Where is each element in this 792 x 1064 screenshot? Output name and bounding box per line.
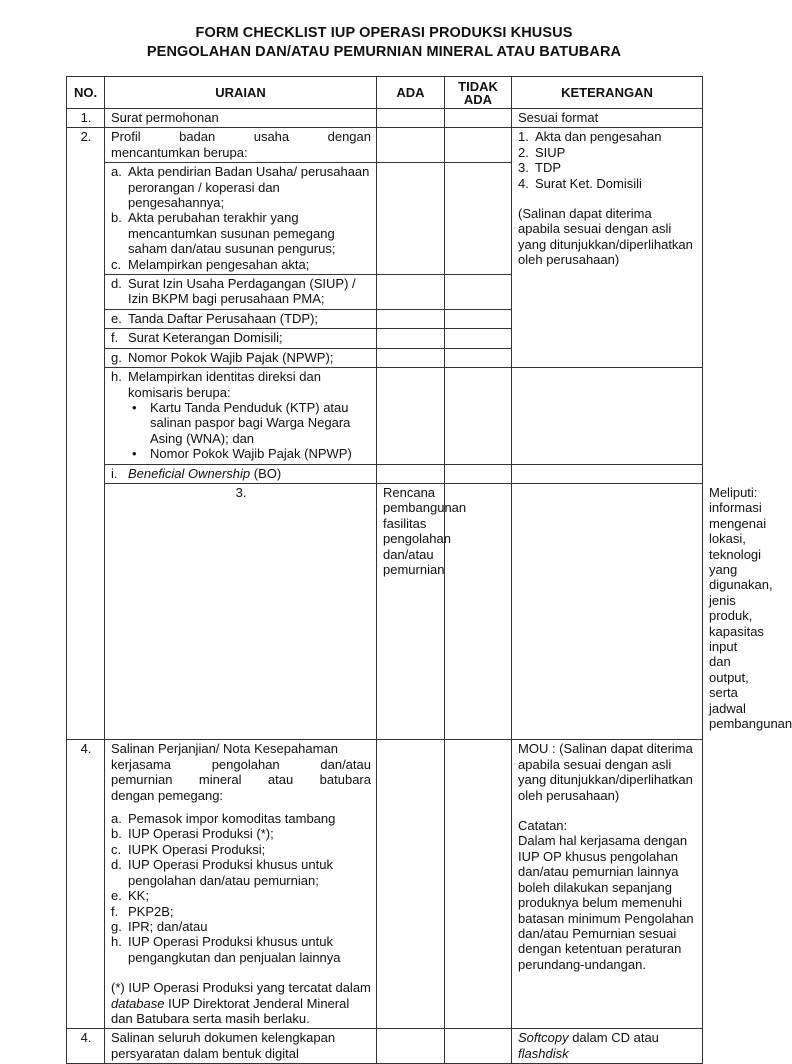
list-item: a. Akta pendirian Badan Usaha/ perusahaan perorangan / koperasi dan pengesahannya; <box>111 164 370 211</box>
table-row: 3. Rencana pembangunan fasilitas pengolahan dan/atau pemurnian Meliputi: informasi mengenai lokasi, teknologi yang digunakan, jenis produk, kapasitas input dan output, serta jadwal pembangunan <box>67 483 703 740</box>
tidak-ada-checkbox-cell[interactable] <box>445 740 512 1029</box>
list-item: g. IPR; dan/atau <box>111 918 208 934</box>
row-uraian <box>105 368 377 464</box>
row-uraian-line: Profil badan usaha dengan <box>111 129 371 145</box>
row-uraian <box>105 128 377 163</box>
row-uraian <box>105 348 377 367</box>
bullet-item: • Nomor Pokok Wajib Pajak (NPWP) <box>111 446 371 461</box>
col-header-tidak-ada <box>445 77 512 109</box>
tidak-ada-checkbox-cell[interactable] <box>445 128 512 163</box>
tidak-ada-checkbox-cell[interactable] <box>445 275 512 310</box>
list-item: c. IUPK Operasi Produksi; <box>111 841 266 857</box>
row-uraian: Rencana pembangunan fasilitas pengolahan dan/atau pemurnian <box>377 483 445 740</box>
table-row <box>67 740 703 1029</box>
list-item: 2. SIUP <box>518 144 566 160</box>
row-number: 4. <box>67 740 105 1029</box>
row-uraian: Surat permohonan <box>105 109 377 128</box>
col-header-keterangan: KETERANGAN <box>512 77 703 109</box>
list-item: e. KK; <box>111 888 149 904</box>
keterangan-note: (Salinan dapat diterima apabila sesuai dengan asli yang ditunjukkan/diperlihatkan oleh perusahaan) <box>518 206 693 268</box>
list-item: g. Nomor Pokok Wajib Pajak (NPWP); <box>111 349 334 365</box>
list-item: h. IUP Operasi Produksi khusus untuk pengangkutan dan penjualan lainnya <box>111 934 341 965</box>
list-item: 3. TDP <box>518 160 561 176</box>
row-keterangan <box>512 464 703 483</box>
row-keterangan: Sesuai format <box>512 109 703 128</box>
table-row <box>67 128 703 163</box>
col-header-ada: ADA <box>377 77 445 109</box>
keterangan-catatan-label: Catatan: <box>518 818 568 834</box>
ada-checkbox-cell[interactable] <box>377 163 445 275</box>
table-row <box>67 1029 703 1064</box>
list-item: c. Melampirkan pengesahan akta; <box>111 256 310 272</box>
ada-checkbox-cell[interactable] <box>377 348 445 367</box>
list-item: b. Akta perubahan terakhir yang mencantumkan susunan pemegang saham dan/atau susunan pengurus; <box>111 210 336 257</box>
tidak-ada-checkbox-cell[interactable] <box>445 163 512 275</box>
form-title-line1: FORM CHECKLIST IUP OPERASI PRODUKSI KHUSUS <box>195 25 573 41</box>
tidak-ada-checkbox-cell[interactable] <box>512 483 703 740</box>
list-item: d. Surat Izin Usaha Perdagangan (SIUP) / Izin BKPM bagi perusahaan PMA; <box>111 276 356 307</box>
list-item: e. Tanda Daftar Perusahaan (TDP); <box>111 310 319 326</box>
row-keterangan <box>512 368 703 464</box>
row-keterangan: Softcopy dalam CD atau flashdisk <box>512 1029 703 1064</box>
tidak-ada-checkbox-cell[interactable] <box>445 368 512 464</box>
list-item: i. Beneficial Ownership (BO) <box>111 465 282 481</box>
col-header-uraian: URAIAN <box>105 77 377 109</box>
list-item: a. Pemasok impor komoditas tambang <box>111 811 336 827</box>
bullet-icon: • <box>132 446 137 462</box>
row-uraian <box>105 740 377 1029</box>
list-item: f. Surat Keterangan Domisili; <box>111 330 283 346</box>
list-item: f. PKP2B; <box>111 903 174 919</box>
ada-checkbox-cell[interactable] <box>377 128 445 163</box>
row-keterangan <box>512 128 703 368</box>
ada-checkbox-cell[interactable] <box>377 368 445 464</box>
row-number: 3. <box>105 483 377 740</box>
row-uraian <box>105 464 377 483</box>
tidak-ada-checkbox-cell[interactable] <box>445 329 512 348</box>
ada-checkbox-cell[interactable] <box>377 1029 445 1064</box>
row-number: 1. <box>67 109 105 128</box>
list-item: 1. Akta dan pengesahan <box>518 129 662 145</box>
row-uraian-line: Salinan Perjanjian/ Nota Kesepahaman <box>111 741 338 757</box>
table-row <box>67 464 703 483</box>
row-uraian <box>105 309 377 328</box>
table-row <box>67 368 703 464</box>
row-uraian-line: pemurnian mineral atau batubara <box>111 772 371 788</box>
ada-checkbox-cell[interactable] <box>377 464 445 483</box>
keterangan-mou: MOU : (Salinan dapat diterima apabila sesuai dengan asli yang ditunjukkan/diperlihatkan oleh perusahaan) <box>518 741 693 803</box>
ada-checkbox-cell[interactable] <box>377 309 445 328</box>
row-uraian <box>105 329 377 348</box>
row-number: 4. <box>67 1029 105 1064</box>
tidak-ada-checkbox-cell[interactable] <box>445 348 512 367</box>
form-title-line2: PENGOLAHAN DAN/ATAU PEMURNIAN MINERAL ATAU BATUBARA <box>146 44 622 60</box>
ada-checkbox-cell[interactable] <box>377 740 445 1029</box>
row-number: 2. <box>67 128 105 740</box>
row-uraian <box>105 163 377 275</box>
table-row <box>67 109 703 128</box>
tidak-ada-checkbox-cell[interactable] <box>445 464 512 483</box>
row-keterangan <box>512 740 703 1029</box>
row-uraian-line: kerjasama pengolahan dan/atau <box>111 756 371 772</box>
row-uraian-line: dengan pemegang: <box>111 787 224 803</box>
ada-checkbox-cell[interactable] <box>377 275 445 310</box>
tidak-ada-checkbox-cell[interactable] <box>445 309 512 328</box>
tidak-ada-checkbox-cell[interactable] <box>445 1029 512 1064</box>
ada-checkbox-cell[interactable] <box>377 109 445 128</box>
bullet-item: • Kartu Tanda Penduduk (KTP) atau salinan paspor bagi Warga Negara Asing (WNA); dan <box>111 400 371 446</box>
table-header-row <box>67 77 703 109</box>
col-header-tidak-line1: TIDAK <box>458 78 498 94</box>
ada-checkbox-cell[interactable] <box>377 329 445 348</box>
row-uraian-line: mencantumkan berupa: <box>111 144 248 160</box>
col-header-no: NO. <box>67 77 105 109</box>
footnote: (*) IUP Operasi Produksi yang tercatat dalam database IUP Direktorat Jenderal Mineral dan Batubara serta masih berlaku. <box>111 980 371 1026</box>
keterangan-catatan: Dalam hal kerjasama dengan IUP OP khusus pengolahan dan/atau pemurnian lainnya boleh dilakukan sepanjang produknya belum memenuhi batasan minimum Pengolahan dan/atau Pemurnian sesuai dengan ketentuan peraturan perundang-undangan. <box>518 833 694 972</box>
list-item: d. IUP Operasi Produksi khusus untuk pengolahan dan/atau pemurnian; <box>111 857 333 888</box>
ada-checkbox-cell[interactable] <box>445 483 512 740</box>
list-item: b. IUP Operasi Produksi (*); <box>111 826 274 842</box>
list-item: 4. Surat Ket. Domisili <box>518 175 642 191</box>
row-uraian <box>105 275 377 310</box>
row-uraian: Salinan seluruh dokumen kelengkapan persyaratan dalam bentuk digital <box>105 1029 377 1064</box>
list-item: h. Melampirkan identitas direksi dan komisaris berupa: <box>111 369 321 400</box>
spacer <box>518 191 697 206</box>
checklist-table <box>66 76 792 1064</box>
tidak-ada-checkbox-cell[interactable] <box>445 109 512 128</box>
col-header-tidak-line2: ADA <box>463 91 493 107</box>
bullet-icon: • <box>132 399 137 415</box>
